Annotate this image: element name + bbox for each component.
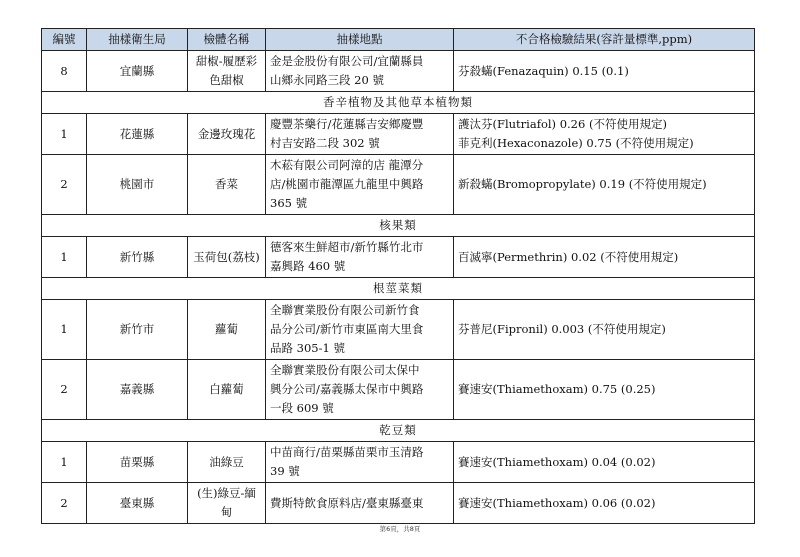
cell-result: 芬殺蟎(Fenazaquin) 0.15 (0.1)	[454, 51, 755, 92]
cell-result: 芬普尼(Fipronil) 0.003 (不符使用規定)	[454, 300, 755, 360]
cell-location: 費斯特飲食原料店/臺東縣臺東	[266, 483, 454, 524]
cell-sample-name: 油綠豆	[188, 442, 266, 483]
header-row	[42, 29, 755, 51]
table-row	[42, 300, 755, 360]
section-row	[42, 92, 755, 114]
table-row	[42, 483, 755, 524]
cell-result: 賽速安(Thiamethoxam) 0.06 (0.02)	[454, 483, 755, 524]
cell-bureau: 宜蘭縣	[87, 51, 188, 92]
section-row	[42, 420, 755, 442]
cell-bureau: 新竹市	[87, 300, 188, 360]
cell-location: 全聯實業股份有限公司太保中 興分公司/嘉義縣太保市中興路 一段 609 號	[266, 360, 454, 420]
cell-number: 1	[42, 442, 87, 483]
cell-bureau: 花蓮縣	[87, 114, 188, 155]
header-location: 抽樣地點	[266, 29, 454, 51]
cell-location: 德客來生鮮超市/新竹縣竹北市 嘉興路 460 號	[266, 237, 454, 278]
cell-sample-name: 蘿蔔	[188, 300, 266, 360]
results-table	[41, 28, 755, 524]
header-bureau: 抽樣衛生局	[87, 29, 188, 51]
section-label: 根莖菜類	[42, 278, 755, 300]
cell-result: 護汰芬(Flutriafol) 0.26 (不符使用規定) 菲克利(Hexaconazole) 0.75 (不符使用規定)	[454, 114, 755, 155]
cell-result: 賽速安(Thiamethoxam) 0.75 (0.25)	[454, 360, 755, 420]
table-row	[42, 237, 755, 278]
cell-number: 2	[42, 155, 87, 215]
section-row	[42, 215, 755, 237]
cell-bureau: 桃園市	[87, 155, 188, 215]
cell-number: 1	[42, 300, 87, 360]
cell-bureau: 嘉義縣	[87, 360, 188, 420]
table-row	[42, 442, 755, 483]
cell-location: 木菘有限公司阿漳的店 龍潭分 店/桃園市龍潭區九龍里中興路 365 號	[266, 155, 454, 215]
table-body	[42, 51, 755, 524]
cell-bureau: 臺東縣	[87, 483, 188, 524]
cell-bureau: 新竹縣	[87, 237, 188, 278]
table-row	[42, 155, 755, 215]
table-row	[42, 114, 755, 155]
cell-sample-name: 玉荷包(荔枝)	[188, 237, 266, 278]
cell-number: 8	[42, 51, 87, 92]
cell-location: 全聯實業股份有限公司新竹食 品分公司/新竹市東區南大里食 品路 305-1 號	[266, 300, 454, 360]
cell-sample-name: 香菜	[188, 155, 266, 215]
header-sample-name: 檢體名稱	[188, 29, 266, 51]
cell-number: 1	[42, 237, 87, 278]
table-row	[42, 360, 755, 420]
cell-result: 百滅寧(Permethrin) 0.02 (不符使用規定)	[454, 237, 755, 278]
cell-location: 金是金股份有限公司/宜蘭縣員 山鄉永同路三段 20 號	[266, 51, 454, 92]
cell-sample-name: 白蘿蔔	[188, 360, 266, 420]
header-number: 編號	[42, 29, 87, 51]
section-row	[42, 278, 755, 300]
cell-sample-name: (生)綠豆-緬甸	[188, 483, 266, 524]
cell-result: 新殺蟎(Bromopropylate) 0.19 (不符使用規定)	[454, 155, 755, 215]
cell-sample-name: 甜椒-履歷彩 色甜椒	[188, 51, 266, 92]
cell-number: 1	[42, 114, 87, 155]
cell-location: 慶豐茶藥行/花蓮縣吉安鄉慶豐 村吉安路二段 302 號	[266, 114, 454, 155]
cell-number: 2	[42, 360, 87, 420]
cell-number: 2	[42, 483, 87, 524]
section-label: 乾豆類	[42, 420, 755, 442]
cell-location: 中苗商行/苗栗縣苗栗市玉清路 39 號	[266, 442, 454, 483]
table-row	[42, 51, 755, 92]
cell-bureau: 苗栗縣	[87, 442, 188, 483]
cell-result: 賽速安(Thiamethoxam) 0.04 (0.02)	[454, 442, 755, 483]
page-footer: 第6頁，共8頁	[379, 525, 421, 533]
section-label: 核果類	[42, 215, 755, 237]
section-label: 香辛植物及其他草本植物類	[42, 92, 755, 114]
header-result: 不合格檢驗結果(容許量標準,ppm)	[454, 29, 755, 51]
cell-sample-name: 金邊玫瑰花	[188, 114, 266, 155]
